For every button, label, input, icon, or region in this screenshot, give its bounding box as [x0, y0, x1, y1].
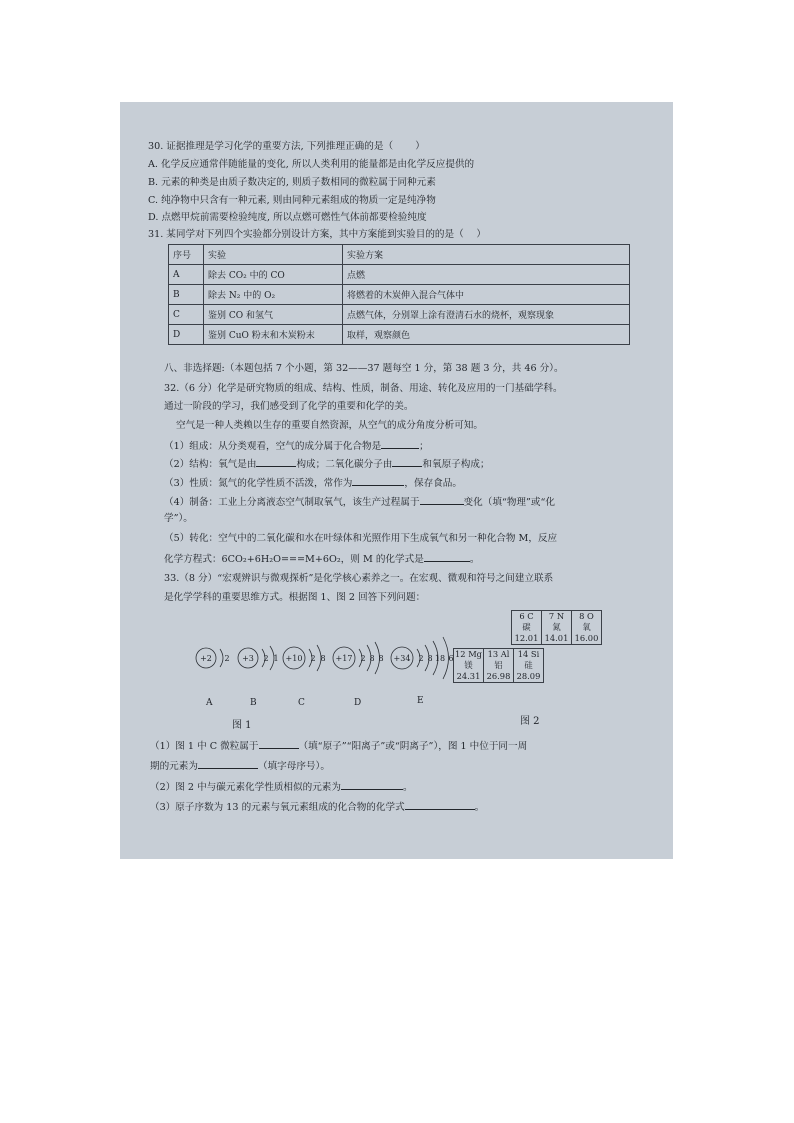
- atom-label-e: E: [417, 696, 424, 706]
- q33-sub3: （3）原子序数为 13 的元素与氧元素组成的化合物的化学式 。: [150, 799, 484, 814]
- exam-photo: [120, 102, 673, 859]
- table-header-row: [169, 245, 630, 265]
- table-cell: 点燃: [343, 265, 630, 285]
- answer-blank[interactable]: [341, 779, 403, 790]
- element-mass: 14.01: [544, 633, 569, 643]
- table-cell: B: [169, 285, 204, 305]
- answer-blank[interactable]: [256, 456, 296, 467]
- table-row: [169, 325, 630, 345]
- shell-electrons: 8: [369, 654, 375, 663]
- figure-2-caption: 图 2: [520, 716, 540, 727]
- q33-sub1: （1）图 1 中 C 微粒属于 （填“原子”“阳离子”或“阴离子”），图 1 中位于同一周: [150, 738, 527, 753]
- nucleus-charge: +10: [285, 654, 303, 663]
- table-cell: D: [169, 325, 204, 345]
- element-cell-carbon: [511, 610, 542, 645]
- element-number-symbol: 6 C: [519, 611, 534, 621]
- answer-blank[interactable]: [424, 551, 470, 562]
- q30-option-b: B. 元素的种类是由质子数决定的, 则质子数相同的微粒属于同种元素: [148, 177, 436, 188]
- shell-electrons: 6: [448, 654, 454, 663]
- element-cell-nitrogen: [541, 610, 572, 645]
- answer-blank[interactable]: [392, 456, 422, 467]
- element-cell-aluminium: [483, 648, 514, 683]
- element-mass: 26.98: [486, 671, 511, 681]
- electron-shell: [220, 649, 223, 667]
- q32-part5: （5）转化：空气中的二氧化碳和水在叶绿体和光照作用下生成氧气和另一种化合物 M，反应: [164, 533, 558, 544]
- table-cell: 将燃着的木炭伸入混合气体中: [343, 285, 630, 305]
- table-cell: 鉴别 CO 和氢气: [204, 305, 343, 325]
- table-cell: C: [169, 305, 204, 325]
- shell-electrons: 2: [310, 654, 316, 663]
- nucleus-charge: +17: [335, 654, 353, 663]
- table-cell: 点燃气体，分别罩上涂有澄清石水的烧杯，观察现象: [343, 305, 630, 325]
- table-row: [169, 285, 630, 305]
- table-cell: 除去 CO₂ 中的 CO: [204, 265, 343, 285]
- element-cell-magnesium: [453, 648, 484, 683]
- element-mass: 16.00: [574, 633, 599, 643]
- q30-option-d: D. 点燃甲烷前需要检验纯度, 所以点燃可燃性气体前都要检验纯度: [148, 212, 427, 223]
- element-name: 氮: [552, 622, 561, 632]
- q30-stem: 30. 证据推理是学习化学的重要方法, 下列推理正确的是（ ）: [148, 141, 425, 152]
- table-header: 实验: [204, 245, 343, 265]
- element-number-symbol: 12 Mg: [454, 649, 482, 659]
- atom-label-b: B: [250, 698, 257, 708]
- answer-blank[interactable]: [420, 494, 464, 505]
- q32-line1: 32.（6 分）化学是研究物质的组成、结构、性质，制备、用途、转化及应用的一门基础学科。: [164, 383, 563, 394]
- element-cell-oxygen: [571, 610, 602, 645]
- element-number-symbol: 14 Si: [517, 649, 540, 659]
- table-cell: 取样，观察颜色: [343, 325, 630, 345]
- answer-blank[interactable]: [352, 475, 404, 486]
- atom-label-d: D: [354, 698, 362, 708]
- q32-line3: 空气是一种人类赖以生存的重要自然资源，从空气的成分角度分析可知。: [176, 420, 483, 431]
- q30-option-c: C. 纯净物中只含有一种元素, 则由同种元素组成的物质一定是纯净物: [148, 195, 436, 206]
- element-name: 硅: [524, 660, 533, 670]
- table-header: 序号: [169, 245, 204, 265]
- element-mass: 12.01: [514, 633, 539, 643]
- element-cell-silicon: [513, 648, 544, 683]
- shell-electrons: 8: [427, 654, 433, 663]
- answer-blank[interactable]: [405, 799, 475, 810]
- q32-part4-cont: 学”）。: [164, 513, 193, 524]
- shell-electrons: 2: [224, 654, 230, 663]
- q32-part5-equation: 化学方程式：6CO₂+6H₂O===M+6O₂，则 M 的化学式是 。: [164, 551, 479, 566]
- table-row: [169, 305, 630, 325]
- q33-sub2: （2）图 2 中与碳元素化学性质相似的元素为 。: [150, 779, 413, 794]
- element-name: 镁: [464, 660, 473, 670]
- q33-line1: 33.（8 分）“宏观辨识与微观探析”是化学核心素养之一。在宏观、微观和符号之间建立联系: [164, 573, 554, 584]
- element-name: 碳: [522, 622, 531, 632]
- shell-electrons: 2: [263, 654, 269, 663]
- q32-part2: （2）结构：氧气是由 构成；二氧化碳分子由 和氧原子构成；: [164, 456, 490, 471]
- shell-electrons: 8: [320, 654, 326, 663]
- table-row: [169, 265, 630, 285]
- element-number-symbol: 13 Al: [487, 649, 510, 659]
- element-name: 氧: [582, 622, 591, 632]
- q32-part1: （1）组成：从分类观看，空气的成分属于化合物是 ；: [164, 438, 429, 453]
- shell-electrons: 18: [434, 654, 446, 663]
- element-name: 铝: [494, 660, 503, 670]
- element-number-symbol: 8 O: [579, 611, 594, 621]
- table-header: 实验方案: [343, 245, 630, 265]
- q32-line2: 通过一阶段的学习，我们感受到了化学的重要和化学的美。: [164, 401, 414, 412]
- nucleus-charge: +34: [393, 654, 411, 663]
- q32-part4: （4）制备：工业上分离液态空气制取氧气，该生产过程属于 变化（填“物理”或“化: [164, 494, 555, 509]
- shell-electrons: 2: [418, 654, 424, 663]
- element-mass: 24.31: [456, 671, 481, 681]
- q33-line2: 是化学学科的重要思维方式。根据图 1、图 2 回答下列问题：: [164, 592, 426, 603]
- periodic-table-excerpt: [453, 610, 599, 683]
- element-number-symbol: 7 N: [548, 611, 565, 621]
- atom-label-a: A: [206, 698, 213, 708]
- table-cell: 除去 N₂ 中的 O₂: [204, 285, 343, 305]
- answer-blank[interactable]: [381, 438, 419, 449]
- answer-blank[interactable]: [198, 758, 258, 769]
- q33-sub1-cont: 期的元素为 （填字母序号）。: [150, 758, 330, 773]
- q30-option-a: A. 化学反应通常伴随能量的变化, 所以人类利用的能量都是由化学反应提供的: [148, 159, 475, 170]
- shell-electrons: 2: [360, 654, 366, 663]
- table-cell: A: [169, 265, 204, 285]
- q31-table: [168, 244, 630, 345]
- figure-1-caption: 图 1: [232, 720, 252, 731]
- q32-part3: （3）性质：氮气的化学性质不活泼，常作为 ，保存食品。: [164, 475, 462, 490]
- element-mass: 28.09: [516, 671, 541, 681]
- nucleus-charge: +3: [242, 654, 254, 663]
- nucleus-charge: +2: [200, 654, 212, 663]
- q31-stem: 31. 某同学对下列四个实验都分别设计方案，其中方案能到实验目的的是（ ）: [148, 229, 486, 240]
- shell-electrons: 8: [378, 654, 384, 663]
- atom-label-c: C: [298, 698, 305, 708]
- shell-electrons: 1: [273, 654, 279, 663]
- section8-title: 八、非选择题:（本题包括 7 个小题，第 32——37 题每空 1 分，第 38 题 3 分，共 46 分）。: [164, 363, 564, 374]
- answer-blank[interactable]: [259, 738, 299, 749]
- table-cell: 鉴别 CuO 粉末和木炭粉末: [204, 325, 343, 345]
